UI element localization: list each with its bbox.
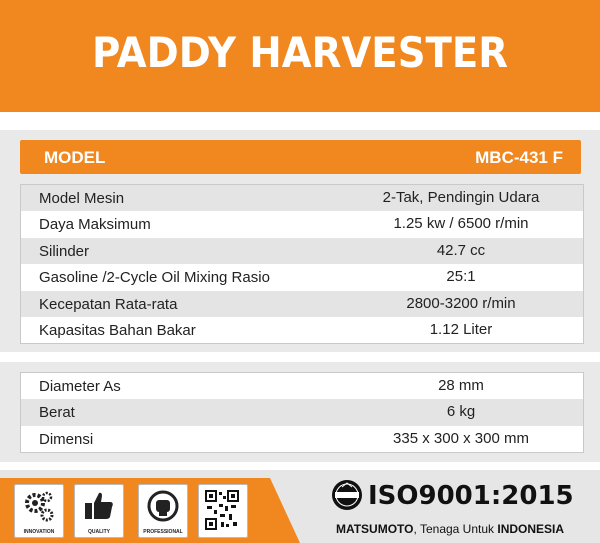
thumbs-up-icon [83,489,115,523]
spec-value: 28 mm [438,377,484,394]
spec-row [21,185,583,211]
badge-caption: PROFESSIONAL [143,529,183,535]
professional-badge [138,484,188,538]
header-banner [0,0,600,112]
model-value: MBC-431 F [475,148,563,167]
qr-badge [198,484,248,538]
spec-value: 42.7 cc [436,241,486,259]
badge-caption: QUALITY [88,529,110,535]
spec-value: 6 kg [446,403,476,421]
spec-row [21,399,583,425]
spec-key: Model Mesin [39,190,125,207]
model-label: MODEL [44,148,106,167]
spec-row [21,373,583,399]
spec-value: 1.12 Liter [429,320,493,338]
spec-value: 25:1 [446,268,476,286]
qr-code-icon [205,490,239,530]
quality-badge [74,484,124,538]
fist-icon [147,489,179,523]
innovation-badge [14,484,64,538]
brand-tagline [300,522,600,536]
tagline-text: , Tenaga Untuk [413,522,498,536]
spec-key: Silinder [39,242,90,260]
model-bar [20,140,581,174]
spec-row [21,211,583,237]
country-name: INDONESIA [497,522,565,536]
premium-seal-icon [330,478,364,512]
iso-certification: ISO9001:2015 [368,481,574,511]
brand-name: MATSUMOTO [335,522,414,536]
spec-key: Dimensi [39,430,94,448]
spec-value: 2-Tak, Pendingin Udara [382,189,540,206]
gears-icon [23,489,55,523]
badge-caption: INNOVATION [23,529,55,535]
spec-key: Berat [39,404,75,422]
spec-row [21,291,583,317]
spec-key: Gasoline /2-Cycle Oil Mixing Rasio [39,269,270,287]
spec-value: 1.25 kw / 6500 r/min [393,215,529,233]
spec-table [20,184,584,344]
spec-table-2 [20,372,584,453]
spec-key: Diameter As [39,378,121,395]
spec-row [21,426,583,452]
spec-row [21,317,583,343]
page-title: PADDY HARVESTER [91,28,509,77]
spec-key: Kapasitas Bahan Bakar [39,321,196,339]
spec-row [21,264,583,290]
spec-key: Daya Maksimum [39,216,151,234]
spec-key: Kecepatan Rata-rata [39,295,178,313]
spec-value: 2800-3200 r/min [406,294,516,312]
spec-value: 335 x 300 x 300 mm [393,429,529,447]
spec-row [21,238,583,264]
